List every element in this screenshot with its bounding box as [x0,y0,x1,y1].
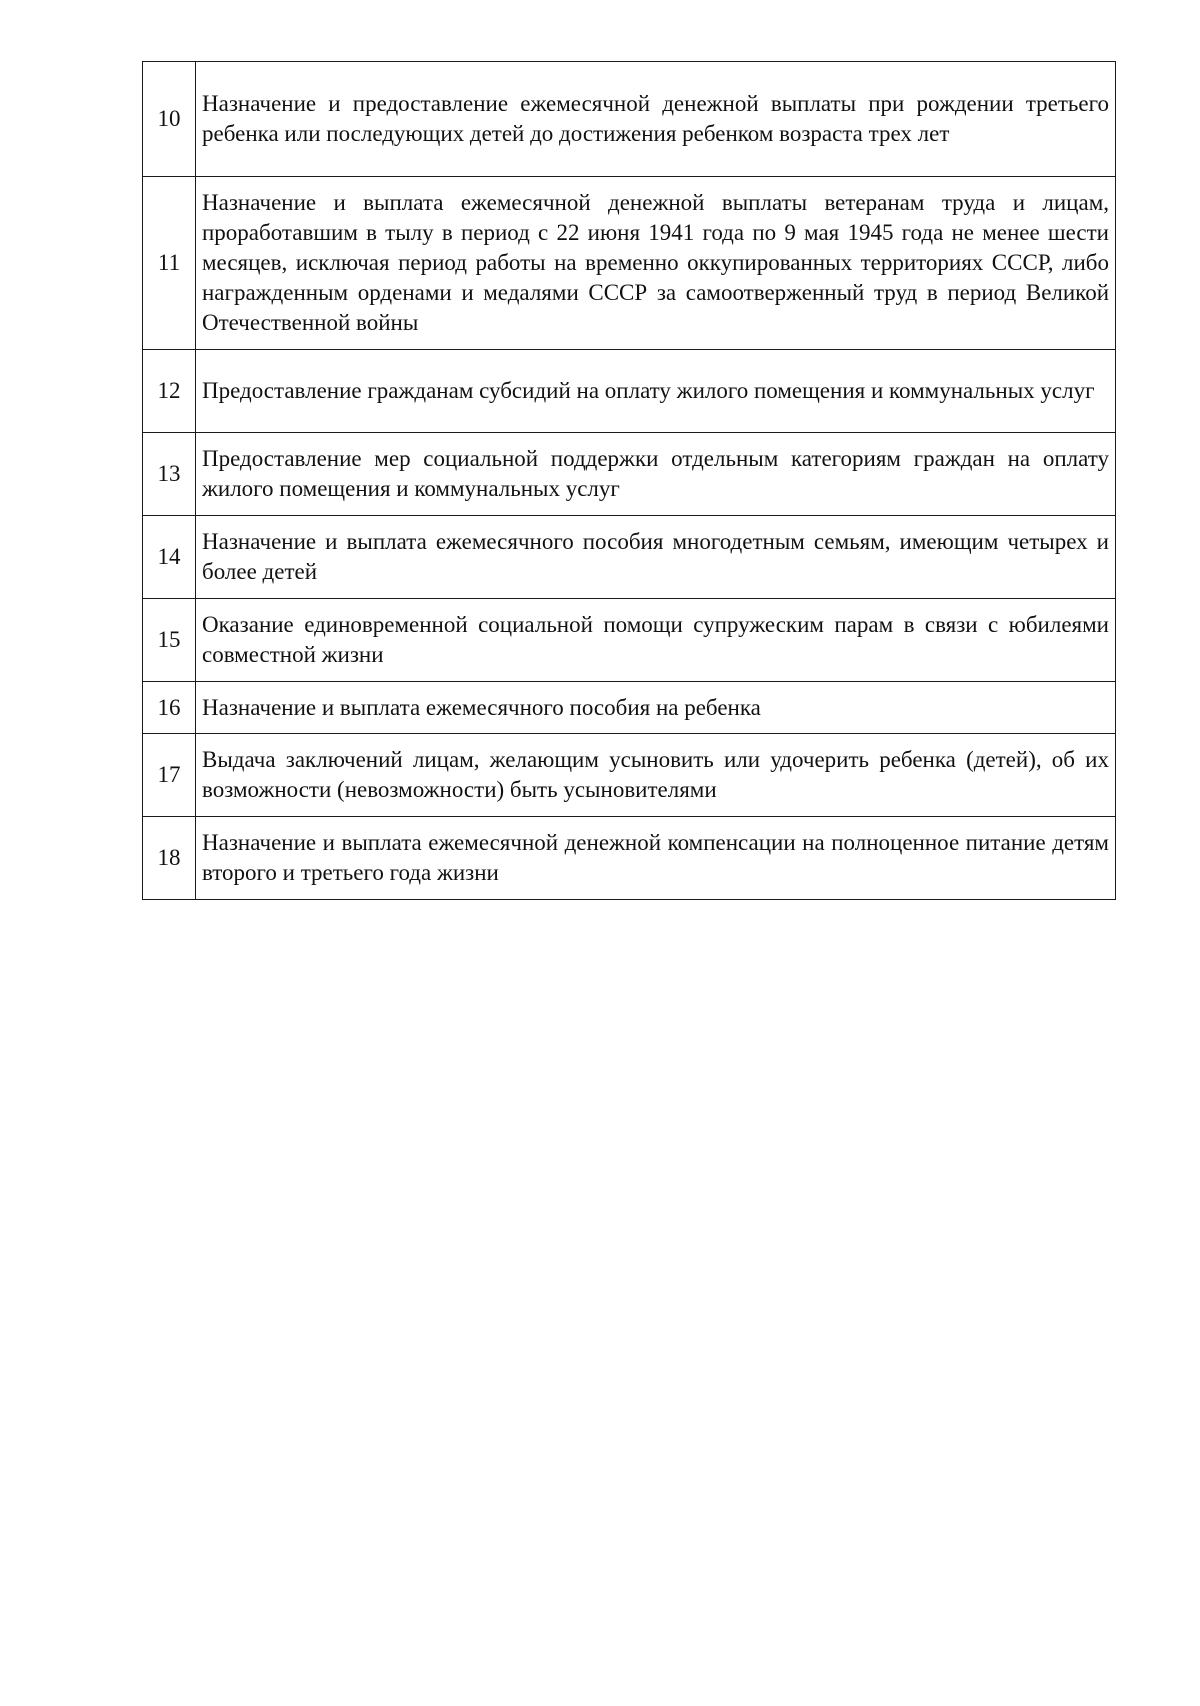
row-text: Назначение и выплата ежемесячного пособия на ребенка [196,682,1116,734]
table-row [143,734,1116,817]
row-text: Выдача заключений лицам, желающим усыновить или удочерить ребенка (детей), об их возможности (невозможности) быть усыновителями [196,734,1116,817]
row-number: 11 [143,177,196,350]
row-text: Оказание единовременной социальной помощи супружеским парам в связи с юбилеями совместной жизни [196,599,1116,682]
row-text: Предоставление мер социальной поддержки отдельным категориям граждан на оплату жилого помещения и коммунальных услуг [196,433,1116,516]
row-number: 18 [143,817,196,900]
row-text: Назначение и выплата ежемесячной денежной выплаты ветеранам труда и лицам, проработавшим в тылу в период с 22 июня 1941 года по 9 мая 1945 года не менее шести месяцев, исключая период работы на временно оккупированных территориях СССР, либо награжденным орденами и медалями СССР за самоотверженный труд в период Великой Отечественной войны [196,177,1116,350]
table-row [143,516,1116,599]
table-row [143,177,1116,350]
row-number: 14 [143,516,196,599]
row-text: Предоставление гражданам субсидий на оплату жилого помещения и коммунальных услуг [196,350,1116,433]
table-row [143,599,1116,682]
row-number: 10 [143,62,196,177]
row-text: Назначение и предоставление ежемесячной денежной выплаты при рождении третьего ребенка или последующих детей до достижения ребенком возраста трех лет [196,62,1116,177]
table-row [143,682,1116,734]
table-row [143,62,1116,177]
row-text: Назначение и выплата ежемесячной денежной компенсации на полноценное питание детям второго и третьего года жизни [196,817,1116,900]
row-number: 16 [143,682,196,734]
row-number: 15 [143,599,196,682]
table-row [143,433,1116,516]
table-row [143,817,1116,900]
row-number: 17 [143,734,196,817]
row-text: Назначение и выплата ежемесячного пособия многодетным семьям, имеющим четырех и более детей [196,516,1116,599]
row-number: 12 [143,350,196,433]
table-row [143,350,1116,433]
services-table [142,61,1116,900]
row-number: 13 [143,433,196,516]
